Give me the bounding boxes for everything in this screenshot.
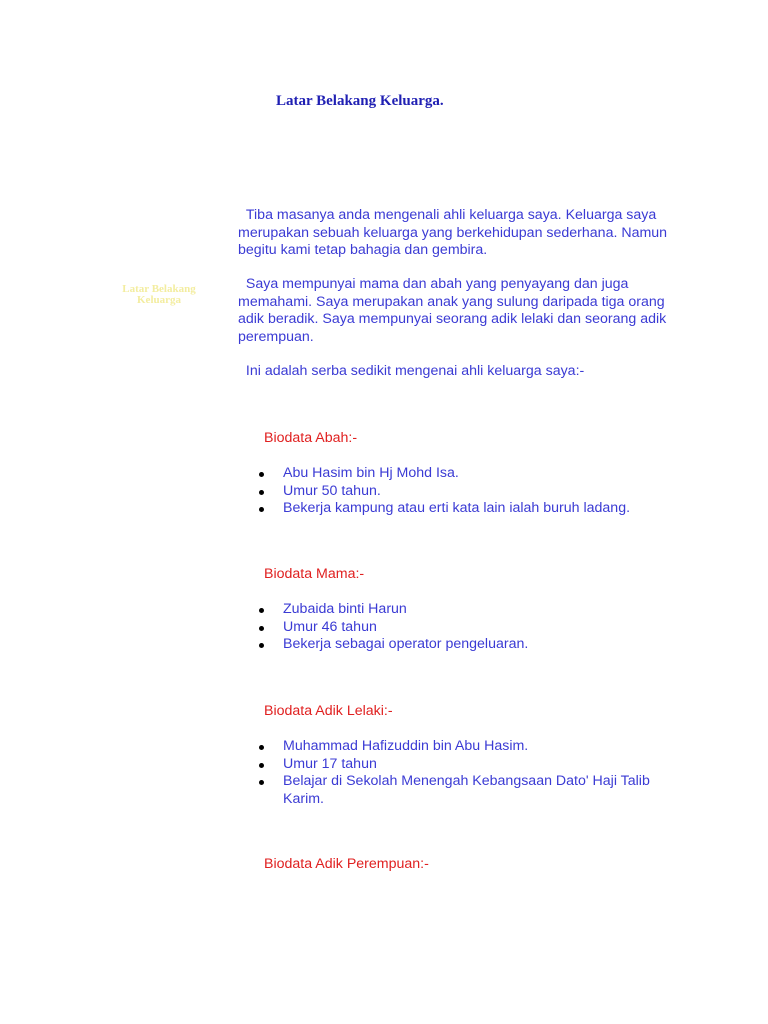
list-item: Belajar di Sekolah Menengah Kebangsaan Dato' Haji Talib Karim. — [256, 773, 666, 808]
page-title: Latar Belakang Keluarga. — [276, 93, 444, 109]
list-item: Bekerja sebagai operator pengeluaran. — [256, 636, 666, 654]
bullet-list-mama — [256, 601, 666, 654]
list-item: Umur 50 tahun. — [256, 483, 666, 501]
section-heading-adik-perempuan: Biodata Adik Perempuan:- — [264, 856, 429, 872]
list-item: Muhammad Hafizuddin bin Abu Hasim. — [256, 738, 666, 756]
list-item: Bekerja kampung atau erti kata lain ialah buruh ladang. — [256, 500, 666, 518]
section-heading-mama: Biodata Mama:- — [264, 566, 365, 582]
list-item: Zubaida binti Harun — [256, 601, 666, 619]
section-heading-abah: Biodata Abah:- — [264, 430, 358, 446]
side-label: Latar Belakang Keluarga — [122, 283, 196, 306]
parents-paragraph: Saya mempunyai mama dan abah yang penyayang dan juga memahami. Saya merupakan anak yang sulung daripada tiga orang adik beradik. Saya mempunyai seorang adik lelaki dan seorang adik perempuan. — [238, 276, 671, 345]
bullet-list-abah — [256, 465, 666, 518]
list-item: Umur 46 tahun — [256, 619, 666, 637]
list-item: Abu Hasim bin Hj Mohd Isa. — [256, 465, 666, 483]
section-heading-adik-lelaki: Biodata Adik Lelaki:- — [264, 703, 393, 719]
intro-paragraph: Tiba masanya anda mengenali ahli keluarga saya. Keluarga saya merupakan sebuah keluarga yang berkehidupan sederhana. Namun begitu kami tetap bahagia dan gembira. — [238, 207, 672, 258]
bullet-list-adik-lelaki — [256, 738, 666, 808]
list-item: Umur 17 tahun — [256, 756, 666, 774]
lead-in-paragraph: Ini adalah serba sedikit mengenai ahli keluarga saya:- — [238, 363, 585, 379]
